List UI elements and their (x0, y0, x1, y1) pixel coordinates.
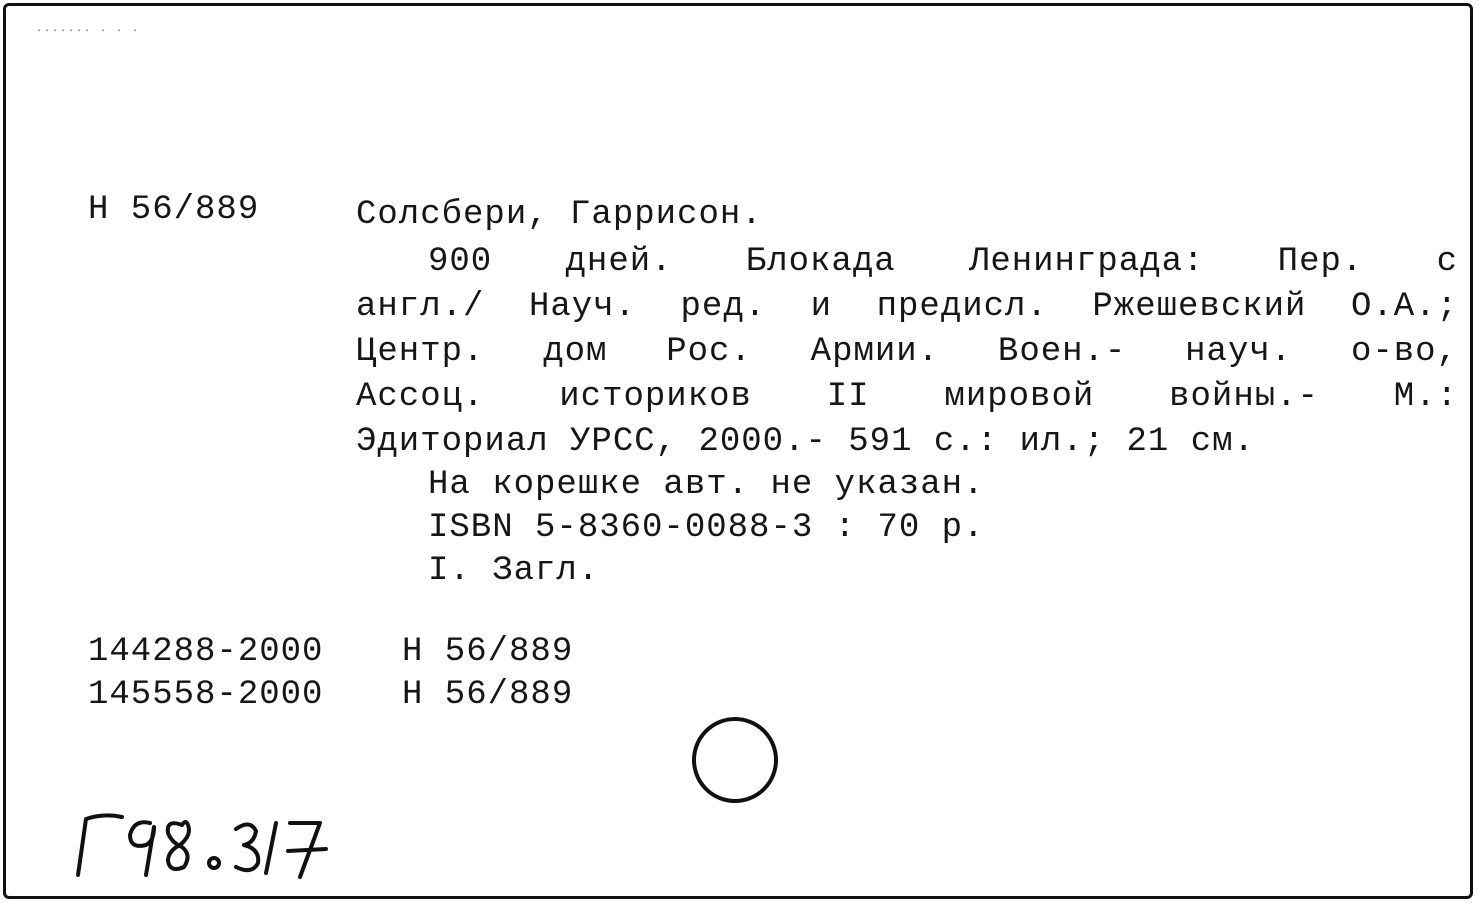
description-line-1: 900 дней. Блокада Ленинграда: Пер. с (428, 243, 1458, 281)
author-heading: Солсбери, Гаррисон. (356, 196, 763, 234)
title-entry: I. Загл. (428, 552, 600, 590)
description-line-2: англ./ Науч. ред. и предисл. Ржешевский О.А.; (356, 288, 1458, 326)
holding-shelf-2: Н 56/889 (402, 676, 574, 714)
handwritten-number (64, 801, 364, 891)
catalog-card (3, 3, 1473, 899)
margin-dots: ······· · · · (36, 26, 141, 37)
description-line-4: Ассоц. историков II мировой войны.- М.: (356, 378, 1458, 416)
shelf-mark: Н 56/889 (88, 191, 260, 229)
description-line-5: Эдиториал УРСС, 2000.- 591 с.: ил.; 21 см. (356, 423, 1255, 461)
inventory-number-1: 144288-2000 (88, 633, 324, 671)
note-line: На корешке авт. не указан. (428, 466, 985, 504)
description-line-3: Центр. дом Рос. Армии. Воен.- науч. о-во, (356, 333, 1458, 371)
isbn-line: ISBN 5-8360-0088-3 : 70 р. (428, 509, 985, 547)
inventory-number-2: 145558-2000 (88, 676, 324, 714)
punch-hole-circle (692, 717, 778, 803)
holding-shelf-1: Н 56/889 (402, 633, 574, 671)
